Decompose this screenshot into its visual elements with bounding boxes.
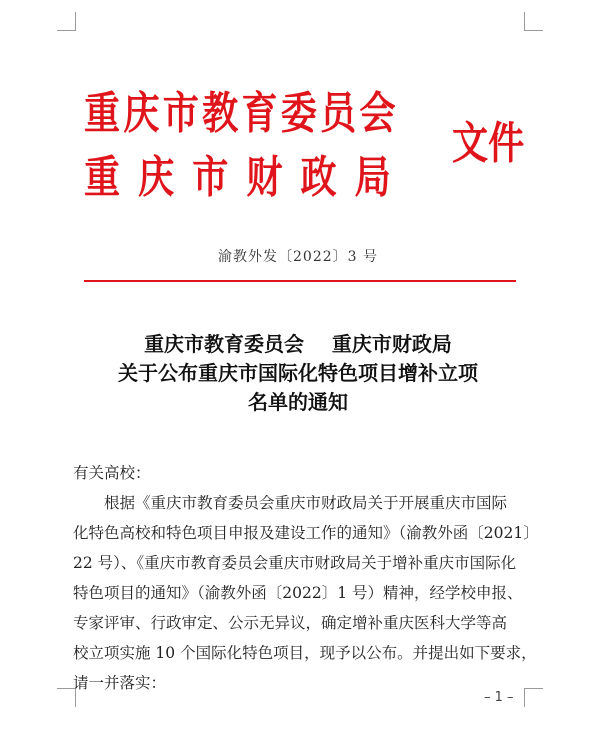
title-line-1: 重庆市教育委员会 重庆市财政局 xyxy=(144,332,452,356)
paragraph-line: 根据《重庆市教育委员会重庆市财政局关于开展重庆市国际 xyxy=(104,494,508,512)
salutation: 有关高校： xyxy=(73,464,151,482)
document-number: 渝教外发〔2022〕3 号 xyxy=(218,249,378,265)
paragraph-line: 特色项目的通知》（渝教外函〔2022〕1 号）精神，经学校申报、 xyxy=(73,584,523,602)
paragraph-line: 22 号）、《重庆市教育委员会重庆市财政局关于增补重庆市国际化 xyxy=(73,554,517,572)
paragraph-line: 化特色高校和特色项目申报及建设工作的通知》（渝教外函〔2021〕 xyxy=(73,524,539,542)
document-body xyxy=(73,458,539,698)
crop-mark-top-left xyxy=(57,12,76,31)
header-suffix-wenjian: 文件 xyxy=(452,118,525,169)
paragraph-line: 专家评审、行政审定、公示无异议，确定增补重庆医科大学等高 xyxy=(73,614,508,632)
crop-mark-top-right xyxy=(524,12,543,31)
paragraph-line: 校立项实施 10 个国际化特色项目，现予以公布。并提出如下要求， xyxy=(73,644,537,662)
issuer-line-education-commission: 重庆市教育委员会 xyxy=(84,88,399,139)
document-red-header xyxy=(84,86,544,216)
document-title xyxy=(0,330,596,417)
issuer-line-finance-bureau: 重庆市财政局 xyxy=(84,152,409,203)
title-line-2: 关于公布重庆市国际化特色项目增补立项 xyxy=(118,361,478,385)
title-line-3: 名单的通知 xyxy=(248,390,348,414)
red-separator-line xyxy=(84,280,516,282)
page-number: – 1 – xyxy=(484,690,514,705)
paragraph-line: 请一并落实： xyxy=(73,674,167,692)
